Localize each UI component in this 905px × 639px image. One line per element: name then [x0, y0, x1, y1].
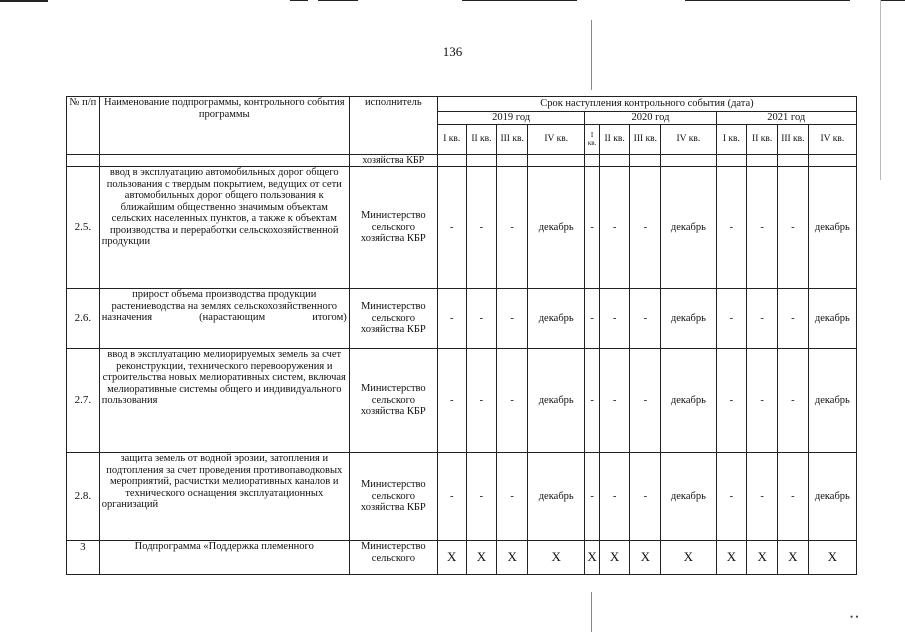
scan-artifact-line: [318, 0, 358, 1]
header-quarter: III кв.: [778, 125, 809, 155]
header-year-2019: 2019 год: [437, 112, 585, 125]
table-row: [67, 349, 857, 453]
row-value: декабрь: [528, 289, 585, 349]
scan-artifact-line: [0, 0, 48, 2]
header-quarter: II кв.: [747, 125, 778, 155]
header-quarter: I кв.: [716, 125, 747, 155]
scan-artifact-vertical: [880, 0, 881, 180]
header-quarter: II кв.: [466, 125, 497, 155]
row-value: декабрь: [661, 167, 716, 289]
header-name: Наименование подпрограммы, контрольного события программы: [99, 97, 349, 155]
scan-artifact-corner: • •: [850, 612, 859, 622]
header-quarter: I кв.: [437, 125, 466, 155]
row-name: ввод в эксплуатацию мелиорируемых земель за счет реконструкции, технического перевооружения и строительства новых мелиоративных систем, включая мелиоративные системы общего и индивидуального пользования: [99, 349, 349, 453]
row-number: 2.7.: [67, 349, 100, 453]
row-value: -: [716, 453, 747, 541]
row-value: -: [437, 349, 466, 453]
row-value: -: [585, 289, 599, 349]
row-value: -: [747, 349, 778, 453]
row-value: -: [747, 167, 778, 289]
header-quarter: III кв.: [497, 125, 528, 155]
control-events-table: [66, 96, 857, 575]
row-value: -: [466, 289, 497, 349]
row-value: -: [437, 289, 466, 349]
row-value: -: [630, 167, 661, 289]
row-value: X: [808, 541, 856, 575]
row-value: декабрь: [528, 349, 585, 453]
header-year-2020: 2020 год: [585, 112, 716, 125]
row-value: -: [630, 289, 661, 349]
header-year-2021: 2021 год: [716, 112, 856, 125]
row-executor: Министерство сельского хозяйства КБР: [349, 453, 437, 541]
scan-artifact-line: [462, 0, 577, 1]
row-value: декабрь: [808, 349, 856, 453]
row-value: -: [437, 453, 466, 541]
row-value: -: [437, 167, 466, 289]
row-value: X: [437, 541, 466, 575]
row-value: -: [778, 453, 809, 541]
table-row: [67, 453, 857, 541]
carry-over-executor: хозяйства КБР: [349, 155, 437, 167]
row-value: -: [630, 349, 661, 453]
row-value: X: [528, 541, 585, 575]
row-number: 3: [67, 541, 100, 575]
header-executor: исполнитель: [349, 97, 437, 155]
row-value: -: [747, 289, 778, 349]
row-value: X: [716, 541, 747, 575]
row-executor: Министерство сельского хозяйства КБР: [349, 167, 437, 289]
scan-artifact-line: [880, 0, 905, 1]
row-value: -: [778, 349, 809, 453]
row-value: -: [599, 289, 630, 349]
header-quarter: III кв.: [630, 125, 661, 155]
row-value: -: [630, 453, 661, 541]
row-value: декабрь: [808, 289, 856, 349]
table-row: [67, 167, 857, 289]
header-quarter: II кв.: [599, 125, 630, 155]
page-number: 136: [442, 44, 463, 59]
row-value: X: [599, 541, 630, 575]
row-name: Подпрограмма «Поддержка племенного: [99, 541, 349, 575]
row-value: -: [778, 289, 809, 349]
row-value: -: [497, 349, 528, 453]
header-quarter: I кв.: [585, 125, 599, 155]
row-number: 2.8.: [67, 453, 100, 541]
row-value: X: [630, 541, 661, 575]
row-value: -: [747, 453, 778, 541]
row-number: 2.5.: [67, 167, 100, 289]
row-value: декабрь: [808, 453, 856, 541]
row-executor: Министерство сельского хозяйства КБР: [349, 289, 437, 349]
row-value: -: [466, 349, 497, 453]
row-value: -: [716, 289, 747, 349]
row-name: ввод в эксплуатацию автомобильных дорог общего пользования с твердым покрытием, ведущих от сети автомобильных дорог общего пользования к ближайшим общественно значимым объектам сельских населенных пунктов, а также к объектам производства и переработки сельскохозяйственной продукции: [99, 167, 349, 289]
row-value: X: [747, 541, 778, 575]
header-quarter: IV кв.: [528, 125, 585, 155]
row-value: -: [599, 453, 630, 541]
row-value: -: [716, 349, 747, 453]
row-value: X: [661, 541, 716, 575]
row-name: защита земель от водной эрозии, затопления и подтопления за счет проведения противопаводковых мероприятий, расчистки мелиоративных каналов и технического оснащения эксплуатационных организаций: [99, 453, 349, 541]
row-value: декабрь: [808, 167, 856, 289]
table-row: [67, 289, 857, 349]
row-value: -: [585, 167, 599, 289]
row-executor: Министерство сельского хозяйства КБР: [349, 349, 437, 453]
scan-artifact-line: [290, 0, 308, 1]
row-value: -: [585, 349, 599, 453]
row-number: 2.6.: [67, 289, 100, 349]
row-value: декабрь: [528, 453, 585, 541]
row-value: X: [497, 541, 528, 575]
header-deadline: Срок наступления контрольного события (дата): [437, 97, 856, 112]
row-value: -: [466, 167, 497, 289]
row-value: декабрь: [661, 289, 716, 349]
table-row: [67, 541, 857, 575]
row-value: -: [599, 349, 630, 453]
row-value: -: [778, 167, 809, 289]
row-value: декабрь: [661, 453, 716, 541]
header-num: № п/п: [67, 97, 100, 155]
row-value: X: [466, 541, 497, 575]
row-value: декабрь: [528, 167, 585, 289]
row-value: -: [497, 453, 528, 541]
row-value: декабрь: [661, 349, 716, 453]
row-value: -: [497, 289, 528, 349]
scan-artifact-line: [685, 0, 850, 1]
scan-artifact-vertical: [591, 592, 592, 632]
row-value: -: [585, 453, 599, 541]
row-value: -: [497, 167, 528, 289]
row-value: -: [716, 167, 747, 289]
header-quarter: IV кв.: [661, 125, 716, 155]
row-name: прирост объема производства продукции растениеводства на землях сельскохозяйственного назначения (нарастающим итогом): [99, 289, 349, 349]
row-value: X: [778, 541, 809, 575]
header-quarter: IV кв.: [808, 125, 856, 155]
row-value: X: [585, 541, 599, 575]
row-value: -: [466, 453, 497, 541]
row-value: -: [599, 167, 630, 289]
row-executor: Министерство сельского: [349, 541, 437, 575]
